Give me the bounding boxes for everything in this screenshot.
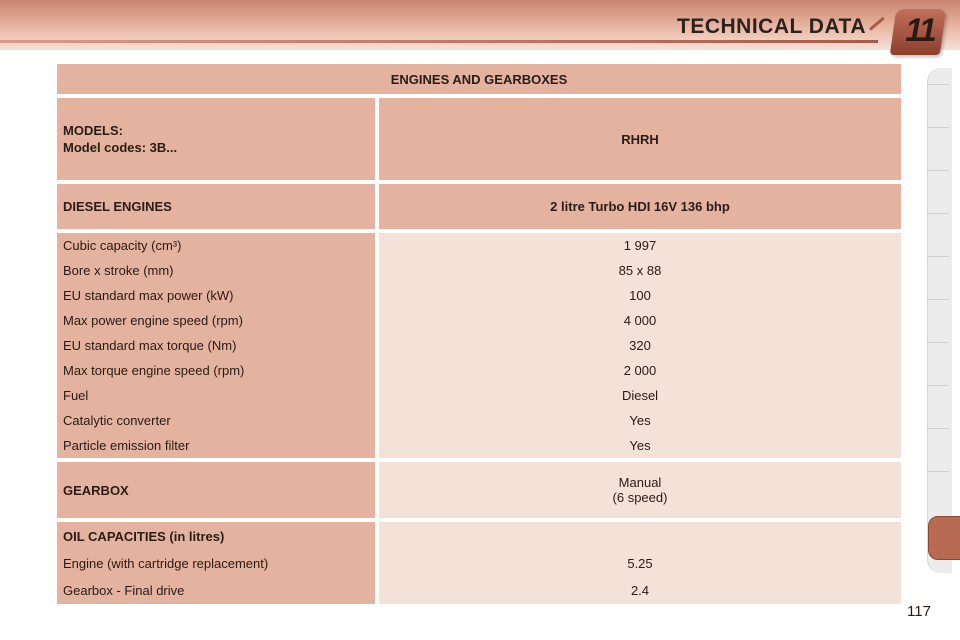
spec-row bbox=[57, 233, 901, 258]
models-label bbox=[57, 98, 375, 180]
spec-value: 320 bbox=[375, 333, 901, 358]
engines-gearboxes-table bbox=[57, 64, 901, 604]
spec-row bbox=[57, 358, 901, 383]
spec-row bbox=[57, 258, 901, 283]
tab-divider bbox=[927, 471, 949, 472]
oil-header-value bbox=[375, 522, 901, 550]
spec-value: Yes bbox=[375, 433, 901, 458]
spec-label: Fuel bbox=[57, 383, 375, 408]
engines-row bbox=[57, 184, 901, 229]
gearbox-label: GEARBOX bbox=[57, 462, 375, 518]
spec-label: EU standard max torque (Nm) bbox=[57, 333, 375, 358]
chapter-number: 11 bbox=[905, 12, 935, 48]
oil-label: Gearbox - Final drive bbox=[57, 577, 375, 604]
gearbox-speeds: (6 speed) bbox=[612, 490, 668, 505]
tab-divider bbox=[927, 428, 949, 429]
oil-row bbox=[57, 577, 901, 604]
spec-row bbox=[57, 408, 901, 433]
table-title: ENGINES AND GEARBOXES bbox=[57, 64, 901, 94]
spec-row bbox=[57, 433, 901, 458]
oil-header-row bbox=[57, 522, 901, 550]
spec-row bbox=[57, 333, 901, 358]
spec-value: 1 997 bbox=[375, 233, 901, 258]
spec-label: Bore x stroke (mm) bbox=[57, 258, 375, 283]
tab-divider bbox=[927, 299, 949, 300]
table-title-row bbox=[57, 64, 901, 94]
chapter-tab-strip[interactable] bbox=[927, 68, 952, 573]
spec-label: Max torque engine speed (rpm) bbox=[57, 358, 375, 383]
tab-divider bbox=[927, 170, 949, 171]
tab-divider bbox=[927, 342, 949, 343]
header-rule bbox=[0, 40, 878, 43]
spec-label: Max power engine speed (rpm) bbox=[57, 308, 375, 333]
spec-value: 2 000 bbox=[375, 358, 901, 383]
spec-label: EU standard max power (kW) bbox=[57, 283, 375, 308]
spec-label: Particle emission filter bbox=[57, 433, 375, 458]
tab-divider bbox=[927, 127, 949, 128]
oil-capacities-label: OIL CAPACITIES (in litres) bbox=[57, 522, 375, 550]
spec-row bbox=[57, 308, 901, 333]
spec-row bbox=[57, 383, 901, 408]
gearbox-value bbox=[375, 462, 901, 518]
active-chapter-tab[interactable] bbox=[928, 516, 960, 560]
models-label-line1: MODELS: bbox=[63, 123, 123, 138]
spec-value: Diesel bbox=[375, 383, 901, 408]
models-row bbox=[57, 98, 901, 180]
spec-row bbox=[57, 283, 901, 308]
oil-row bbox=[57, 550, 901, 577]
gearbox-type: Manual bbox=[618, 475, 662, 490]
engines-label: DIESEL ENGINES bbox=[57, 184, 375, 229]
spec-value: 4 000 bbox=[375, 308, 901, 333]
oil-label: Engine (with cartridge replacement) bbox=[57, 550, 375, 577]
spec-value: 85 x 88 bbox=[375, 258, 901, 283]
engine-name: 2 litre Turbo HDI 16V 136 bhp bbox=[375, 184, 901, 229]
oil-value: 2.4 bbox=[375, 577, 901, 604]
section-title: TECHNICAL DATA bbox=[677, 15, 866, 38]
model-code: RHRH bbox=[375, 98, 901, 180]
gearbox-row bbox=[57, 462, 901, 518]
spec-label: Cubic capacity (cm³) bbox=[57, 233, 375, 258]
oil-value: 5.25 bbox=[375, 550, 901, 577]
spec-label: Catalytic converter bbox=[57, 408, 375, 433]
models-label-line2: Model codes: 3B... bbox=[63, 140, 178, 155]
tab-divider bbox=[927, 213, 949, 214]
spec-value: 100 bbox=[375, 283, 901, 308]
tab-divider bbox=[927, 84, 949, 85]
page-number: 117 bbox=[907, 603, 931, 620]
tab-divider bbox=[927, 256, 949, 257]
spec-value: Yes bbox=[375, 408, 901, 433]
tab-divider bbox=[927, 385, 949, 386]
